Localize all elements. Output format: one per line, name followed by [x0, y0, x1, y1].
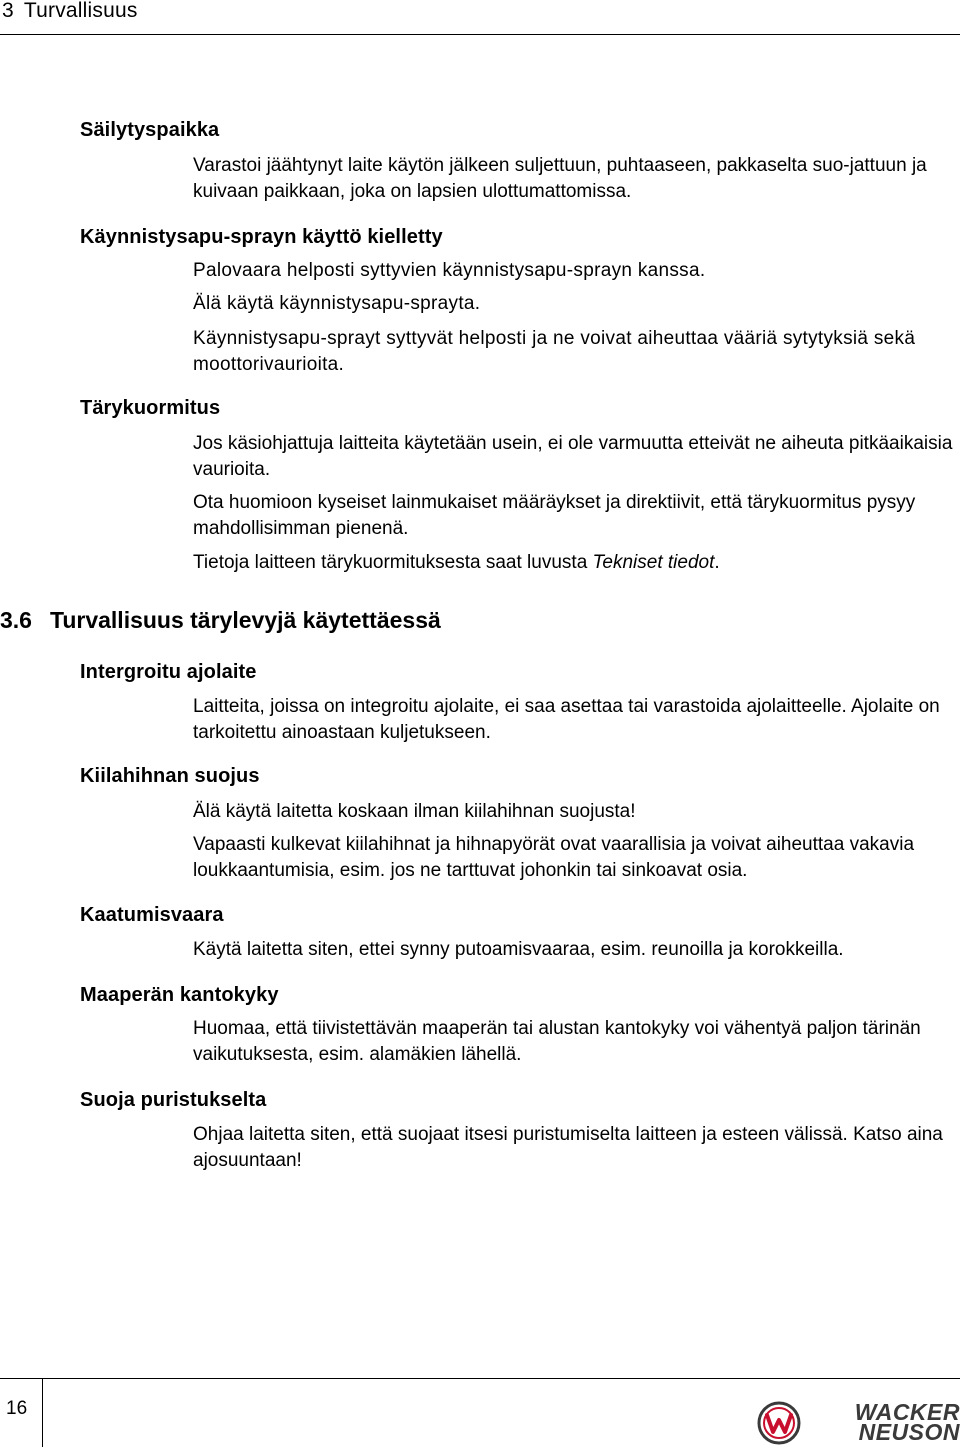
heading-integrated-transport: Intergroitu ajolaite: [80, 661, 257, 683]
paragraph-storage: Varastoi jäähtynyt laite käytön jälkeen suljettuun, puhtaaseen, pakkaselta suo-jattuun ja kuivaan paikkaan, joka on lapsien ulottumattomissa.: [193, 155, 927, 202]
paragraph-belt-guard-warning: Älä käytä laitetta koskaan ilman kiilahihnan suojusta!: [193, 801, 636, 822]
heading-sailytyspaikka: Säilytyspaikka: [80, 119, 220, 141]
paragraph-tipping-hazard: Käytä laitetta siten, ettei synny putoamisvaaraa, esim. reunoilla ja korokkeilla.: [193, 939, 844, 960]
paragraph-spray-damage: Käynnistysapu-sprayt syttyvät helposti ja ne voivat aiheuttaa vääriä sytytyksiä sekä moottorivaurioita.: [193, 328, 916, 375]
technical-data-reference: Tekniset tiedot: [592, 552, 715, 573]
paragraph-vibration-info: [193, 550, 953, 576]
vibration-info-text: Tietoja laitteen tärykuormituksesta saat luvusta: [193, 552, 593, 573]
section-number: 3.6: [0, 607, 32, 633]
wacker-neuson-logo: [810, 1399, 960, 1445]
heading-soil-capacity: Maaperän kantokyky: [80, 984, 279, 1006]
paragraph-belt-guard-danger: Vapaasti kulkevat kiilahihnat ja hihnapyörät ovat vaarallisia ja voivat aiheuttaa vakavia loukkaantumisia, esim. jos ne tarttuvat johonkin tai sinkoavat osia.: [193, 834, 915, 881]
heading-vibration-load: Tärykuormitus: [80, 397, 221, 419]
paragraph-soil-capacity: Huomaa, että tiivistettävän maaperän tai alustan kantokyky voi vähentyä paljon tärinän vaikutuksesta, esim. alamäkien lähellä.: [193, 1018, 921, 1065]
heading-tipping-hazard: Kaatumisvaara: [80, 904, 224, 926]
paragraph-spray-fire-risk: Palovaara helposti syttyvien käynnistysapu-sprayn kanssa.: [193, 260, 706, 281]
paragraph-integrated-transport: Laitteita, joissa on integroitu ajolaite, ei saa asettaa tai varastoida ajolaitteelle. Ajolaite on tarkoitettu ainoastaan kuljetukseen.: [193, 696, 940, 743]
paragraph-spray-do-not-use: Älä käytä käynnistysapu-sprayta.: [193, 293, 481, 314]
chapter-number: 3: [2, 0, 14, 22]
section-name: Turvallisuus tärylevyjä käytettäessä: [49, 607, 441, 633]
chapter-name: Turvallisuus: [23, 0, 138, 22]
footer-page-divider: [42, 1378, 43, 1447]
logo-line-wacker: WACKER: [854, 1399, 960, 1425]
logo-line-neuson: NEUSON: [858, 1419, 960, 1445]
paragraph-vibration-damage: Jos käsiohjattuja laitteita käytetään usein, ei ole varmuutta etteivät ne aiheuta pitkäaikaisia vaurioita.: [193, 433, 953, 480]
vibration-info-period: .: [714, 552, 720, 573]
wacker-neuson-emblem-icon: [755, 1401, 803, 1445]
paragraph-vibration-regulations: Ota huomioon kyseiset lainmukaiset määräykset ja direktiivit, että tärykuormitus pysyy mahdollisimman pienenä.: [193, 492, 916, 539]
heading-starting-spray: Käynnistysapu-sprayn käyttö kielletty: [80, 226, 443, 248]
page-number: 16: [6, 1398, 28, 1419]
chapter-title: [2, 0, 138, 23]
paragraph-crush-protection: Ohjaa laitetta siten, että suojaat itsesi puristumiselta laitteen ja esteen välissä. Katso aina ajosuuntaan!: [193, 1124, 943, 1171]
footer-divider: [0, 1378, 960, 1379]
heading-crush-protection: Suoja puristukselta: [80, 1089, 267, 1111]
heading-belt-guard: Kiilahihnan suojus: [80, 765, 260, 787]
section-title-3-6: [0, 607, 441, 634]
header-divider: [0, 34, 960, 35]
